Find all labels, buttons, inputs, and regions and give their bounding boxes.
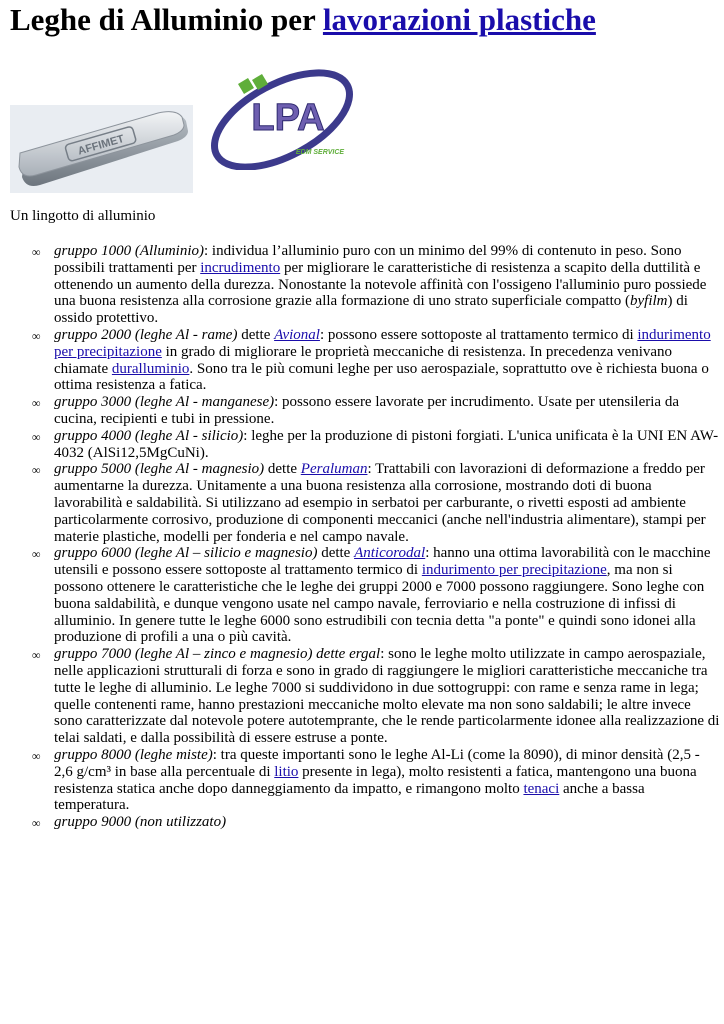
indurimento-link[interactable]: indurimento per precipitazione bbox=[421, 562, 607, 579]
infinity-bullet-icon: ∞ bbox=[32, 245, 41, 259]
title-link[interactable]: lavorazioni plastiche bbox=[322, 2, 596, 37]
duralluminio-link[interactable]: duralluminio bbox=[111, 360, 190, 377]
indurimento-link[interactable]: indurimento per precipitazione bbox=[54, 326, 711, 360]
tenaci-link[interactable]: tenaci bbox=[523, 780, 560, 797]
group-text: : hanno una ottima lavorabilità con le macchine utensili e possono essere sottoposte al trattamento termico di bbox=[54, 545, 711, 579]
alloy-groups-list bbox=[0, 243, 720, 831]
group-9000-item bbox=[32, 814, 720, 831]
group-5000-item bbox=[32, 461, 720, 545]
group-text: per migliorare le caratteristiche di resistenza a scapito della duttilità e ottenendo un aumento della durezza. Nonostante la notevole affinità con l'ossigeno l'alluminio puro possiede una buona resistenza alla corrosione grazie alla formazione di uno strato superficiale compatto ( bbox=[54, 259, 707, 310]
incrudimento-link[interactable]: incrudimento bbox=[200, 259, 281, 276]
page-title bbox=[10, 2, 596, 38]
infinity-bullet-icon: ∞ bbox=[32, 816, 41, 831]
group-text: in grado di migliorare le proprietà meccaniche di resistenza. In precedenza venivano chiamate bbox=[54, 343, 673, 377]
group-text: dette bbox=[237, 326, 275, 343]
infinity-bullet-icon: ∞ bbox=[32, 648, 41, 663]
group-text: presente in lega), molto resistenti a fatica, mantengono una buona resistenza statica anche dopo danneggiamento da impatto, e rimangono molto bbox=[54, 763, 697, 797]
group-name: gruppo 1000 (Alluminio) bbox=[54, 243, 204, 259]
page-title-text: Leghe di Alluminio per bbox=[10, 2, 323, 37]
group-name: gruppo 4000 (leghe Al - silicio) bbox=[54, 427, 244, 444]
infinity-bullet-icon: ∞ bbox=[32, 463, 41, 478]
group-text: : leghe per la produzione di pistoni forgiati. L'unica unificata è la UNI EN AW-4032 (AlSi12,5MgCuNi). bbox=[54, 427, 719, 461]
group-3000-item bbox=[32, 394, 720, 428]
group-name: gruppo 9000 (non utilizzato) bbox=[54, 814, 227, 831]
group-7000-item bbox=[32, 646, 720, 747]
group-text: : individua l’alluminio puro con un minimo del 99% di contenuto in peso. Sono possibili trattamenti per bbox=[54, 243, 682, 276]
group-name: gruppo 6000 (leghe Al – silicio e magnesio) bbox=[54, 545, 318, 562]
group-text: : tra queste importanti sono le leghe Al-Li (come la 8090), di minor densità (2,5 - 2,6 g/cm³ in base alla percentuale di bbox=[54, 746, 700, 780]
group-1000-item bbox=[32, 243, 720, 327]
group-text: . Sono tra le più comuni leghe per uso aerospaziale, soprattutto ove è richiesta buona o ottima resistenza a fatica. bbox=[54, 360, 709, 394]
avional-link[interactable]: Avional bbox=[274, 326, 320, 343]
group-text: dette bbox=[317, 545, 355, 562]
group-8000-item bbox=[32, 746, 720, 814]
infinity-bullet-icon: ∞ bbox=[32, 429, 41, 444]
group-2000-item bbox=[32, 326, 720, 394]
group-text: ) di ossido protettivo. bbox=[54, 293, 688, 327]
group-text: : possono essere sottoposte al trattamento termico di bbox=[319, 326, 638, 343]
group-name: gruppo 3000 (leghe Al - manganese) bbox=[54, 394, 275, 411]
infinity-bullet-icon: ∞ bbox=[32, 328, 41, 343]
aluminium-ingot-photo bbox=[10, 105, 193, 193]
group-text: , ma non si possono ottenere le caratteristiche che le leghe dei gruppi 2000 e 7000 possono raggiungere. Sono leghe con buona saldabilità, e dunque vengono usate nel campo navale, ferroviario e nella costruzione di infissi di alluminio. In genere tutte le leghe 6000 sono estrudibili con tecnia detta "a ponte" e quindi sono idonei alla produzione di profili a una o più cavità. bbox=[54, 562, 705, 646]
infinity-bullet-icon: ∞ bbox=[32, 396, 41, 411]
group-name: gruppo 8000 (leghe miste) bbox=[54, 746, 213, 763]
peraluman-link[interactable]: Peraluman bbox=[300, 461, 368, 478]
group-text: : possono essere lavorate per incrudimento. Usate per utensileria da cucina, recipienti e tubi in pressione. bbox=[54, 394, 679, 427]
group-4000-item bbox=[32, 427, 720, 462]
infinity-bullet-icon: ∞ bbox=[32, 748, 41, 763]
group-text: : sono le leghe molto utilizzate in campo aerospaziale, nelle applicazioni strutturali di forza e sono in grado di raggiungere le migliori caratteristiche meccaniche tra tutte le leghe di alluminio. Le leghe 7000 si suddividono in due sottogruppi: con rame e senza rame in lega; quelle contenenti rame, hanno prestazioni meccaniche molto elevate ma non sono saldabili; le altre invece sono caratterizzate dal notevole potere autotemprante, che le rende particolarmente idonee alla realizzazione di telai saldati, e dalla possibilità di essere estruse a ponte. bbox=[54, 646, 720, 747]
infinity-bullet-icon: ∞ bbox=[32, 547, 41, 562]
header-images bbox=[10, 58, 370, 194]
image-caption: Un lingotto di alluminio bbox=[10, 208, 156, 224]
byfilm-term: byfilm bbox=[630, 293, 668, 310]
group-6000-item bbox=[32, 545, 720, 646]
lpa-edm-service-logo bbox=[202, 58, 362, 170]
group-name: gruppo 7000 (leghe Al – zinco e magnesio) dette ergal bbox=[54, 646, 381, 663]
logo-subtitle: EDM SERVICE bbox=[295, 149, 345, 156]
group-name: gruppo 2000 (leghe Al - rame) bbox=[54, 326, 238, 343]
group-text: : Trattabili con lavorazioni di deformazione a freddo per aumentarne la durezza. Unitamente a una buona resistenza alla corrosione, mostrando doti di buona lavorabilità e saldabilità. Si utilizzano ad esempio in serbatoi per carburante, o rivetti esposti ad ambiente particolarmente corrosivo, produzione di componenti meccanici (anche nell'industria alimentare), stampi per materie plastiche, modelli per fonderia e nel campo navale. bbox=[54, 461, 706, 545]
group-name: gruppo 5000 (leghe Al - magnesio) bbox=[54, 461, 265, 478]
anticorodal-link[interactable]: Anticorodal bbox=[354, 545, 426, 562]
group-text: anche a bassa temperatura. bbox=[54, 780, 645, 814]
ingot-stamp: AFFIMET bbox=[76, 132, 126, 158]
logo-letters: LPA bbox=[251, 97, 325, 139]
group-text: dette bbox=[264, 461, 301, 478]
litio-link[interactable]: litio bbox=[274, 763, 299, 780]
